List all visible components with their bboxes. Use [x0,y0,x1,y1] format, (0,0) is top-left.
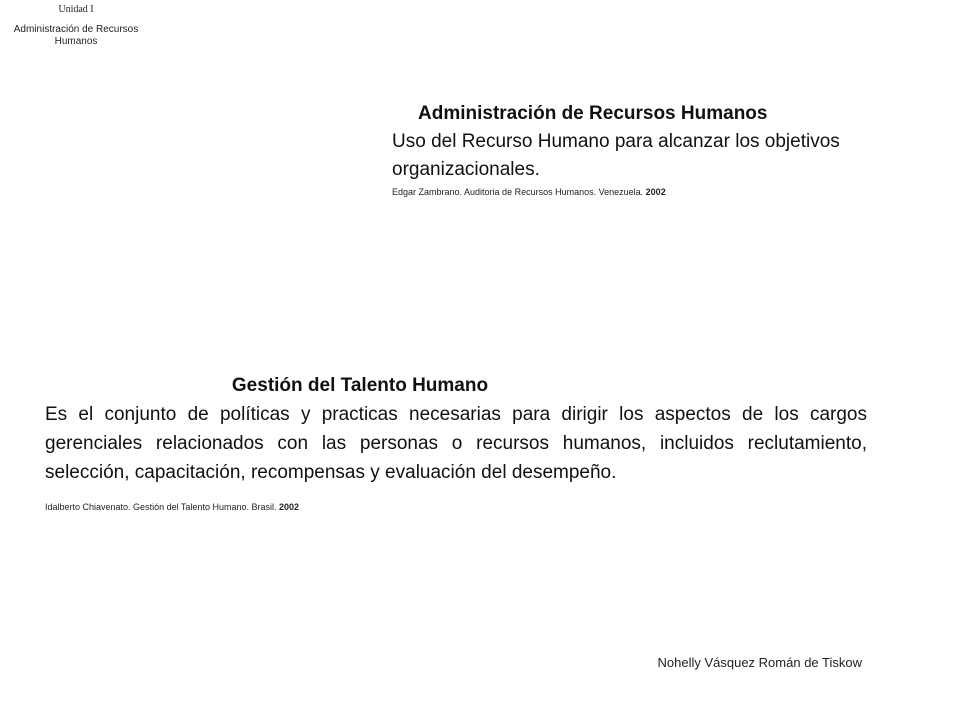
section-definition: Es el conjunto de políticas y practicas necesarias para dirigir los aspectos de los cargos gerenciales relacionados con las personas o recursos humanos, incluidos reclutamiento, selección, capacitación, recompensas y evaluación del desempeño. [45,404,867,483]
definition-section-admin-rrhh [392,100,862,198]
section-title: Administración de Recursos Humanos [418,103,768,124]
citation-text: Edgar Zambrano. Auditoria de Recursos Humanos. Venezuela. [392,187,644,197]
section-definition: Uso del Recurso Humano para alcanzar los objetivos organizacionales. [392,131,840,180]
unit-label: Unidad I [58,4,94,15]
section-citation [392,186,862,198]
citation-year: 2002 [278,502,300,512]
citation-text: Idalberto Chiavenato. Gestión del Talento Humano. Brasil. [45,502,277,512]
author-name: Nohelly Vásquez Román de Tiskow [657,655,862,670]
citation-year: 2002 [645,187,666,197]
section-citation [45,501,867,513]
section-title: Gestión del Talento Humano [231,375,489,396]
course-title: Administración de Recursos Humanos [13,24,139,47]
definition-section-talento-humano [45,372,867,513]
slide-header [0,2,152,48]
